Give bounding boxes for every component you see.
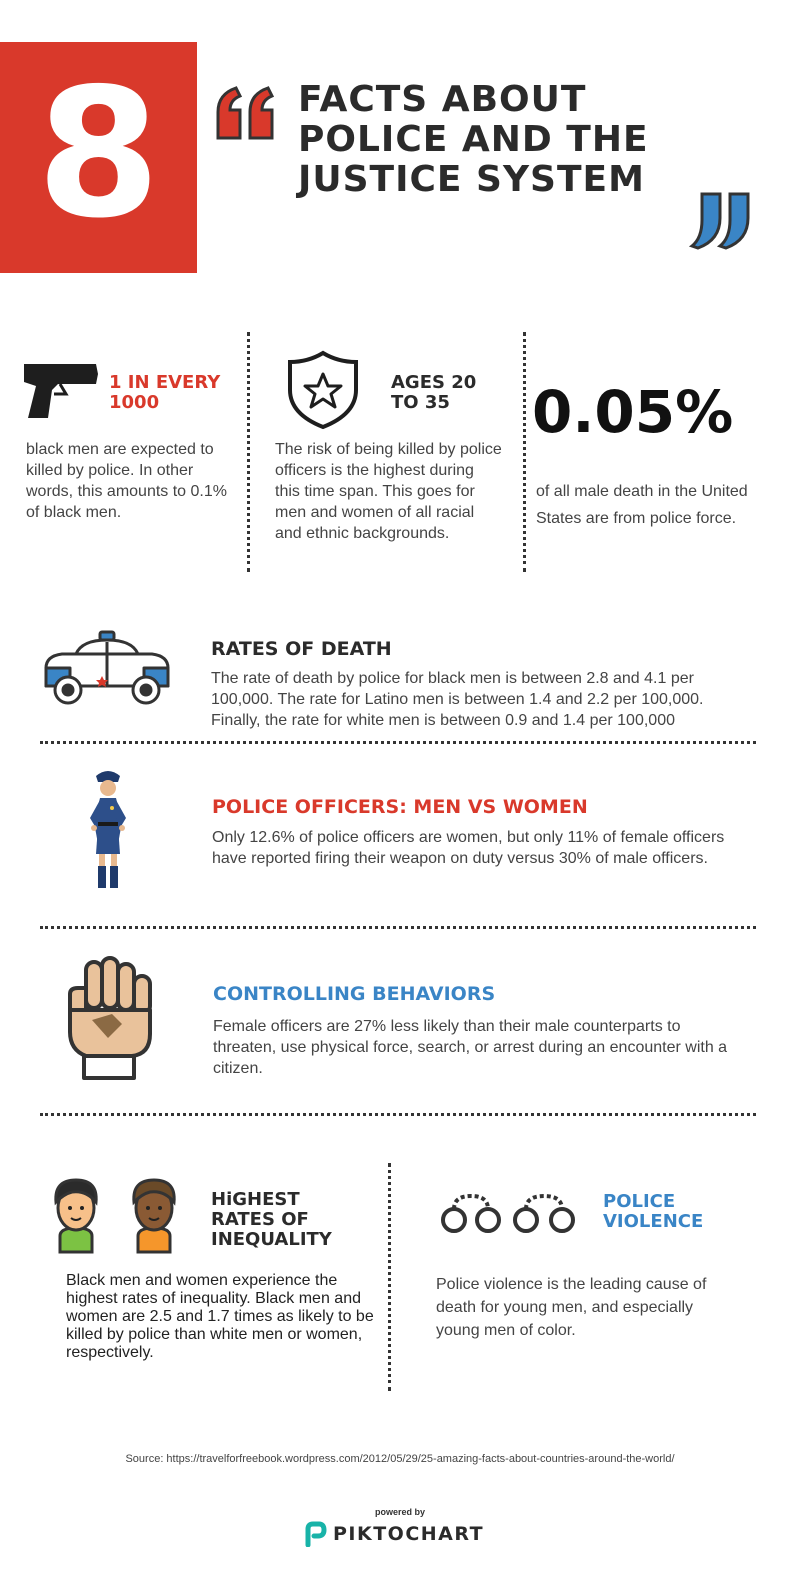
open-quote-icon — [214, 84, 280, 142]
two-men-icon — [42, 1176, 190, 1254]
inequality-title-line-2: RATES OF — [211, 1209, 309, 1230]
inequality-title-line-1: HiGHEST — [211, 1189, 300, 1210]
violence-title — [603, 1192, 703, 1232]
big-number: 8 — [36, 50, 161, 257]
column-divider-1 — [247, 332, 250, 572]
title-line-2: POLICE AND THE — [298, 119, 649, 160]
gun-icon — [22, 360, 100, 420]
section-divider-2 — [40, 926, 756, 929]
number-block — [0, 42, 197, 273]
violence-title-line-1: POLICE — [603, 1191, 676, 1212]
police-car-icon — [42, 628, 172, 712]
title-line-3: JUSTICE SYSTEM — [298, 159, 645, 200]
title-line-1: FACTS ABOUT — [298, 79, 587, 120]
inequality-text: Black men and women experience the highest rates of inequality. Black men and women are 2.5 and 1.7 times as likely to be killed by police than white men or women, respectively. — [66, 1272, 374, 1361]
raised-fist-icon — [62, 954, 156, 1082]
rates-text: The rate of death by police for black men is between 2.8 and 4.1 per 100,000. The rate for Latino men is between 1.4 and 2.2 per 100,000. Finally, the rate for white men is between 0.9 and 1.4 per 100,000 — [211, 670, 704, 729]
controlling-title: CONTROLLING BEHAVIORS — [213, 983, 496, 1005]
policewoman-icon — [78, 762, 138, 892]
rates-title: RATES OF DEATH — [211, 638, 392, 660]
column-divider-2 — [523, 332, 526, 572]
section-divider-1 — [40, 741, 756, 744]
officers-title: POLICE OFFICERS: MEN VS WOMEN — [212, 796, 588, 818]
inequality-title-line-3: INEQUALITY — [211, 1229, 332, 1250]
inequality-title — [211, 1190, 332, 1250]
page-title — [298, 80, 649, 200]
badge-star-icon — [286, 350, 360, 430]
gun-fact-headline — [109, 373, 220, 413]
officers-text: Only 12.6% of police officers are women, but only 11% of female officers have reported firing their weapon on duty versus 30% of male officers. — [212, 829, 725, 867]
gun-headline-line-2: 1000 — [109, 392, 160, 413]
piktochart-icon — [305, 1521, 327, 1547]
percent-value: 0.05% — [532, 378, 734, 446]
ages-fact-headline — [391, 373, 476, 413]
source-text: Source: https://travelforfreebook.wordpress.com/2012/05/29/25-amazing-facts-about-countries-around-the-world/ — [125, 1453, 675, 1465]
gun-headline-line-1: 1 IN EVERY — [109, 372, 221, 393]
percent-fact-text: of all male death in the United States are from police force. — [536, 483, 748, 527]
column-divider-3 — [388, 1163, 391, 1391]
piktochart-brand: PIKTOCHART — [333, 1523, 485, 1545]
ages-fact-text: The risk of being killed by police officers is the highest during this time span. This goes for men and women of all racial and ethnic backgrounds. — [275, 441, 502, 542]
violence-title-line-2: VIOLENCE — [603, 1211, 704, 1232]
powered-by-label: powered by — [374, 1507, 425, 1517]
section-divider-3 — [40, 1113, 756, 1116]
handcuffs-icon — [438, 1190, 580, 1236]
controlling-text: Female officers are 27% less likely than their male counterparts to threaten, use physical force, search, or arrest during an encounter with a citizen. — [213, 1018, 728, 1077]
gun-fact-text: black men are expected to killed by police. In other words, this amounts to 0.1% of black men. — [26, 441, 227, 521]
ages-headline-line-1: AGES 20 — [391, 372, 477, 393]
close-quote-icon — [688, 190, 754, 250]
ages-headline-line-2: TO 35 — [391, 392, 450, 413]
violence-text: Police violence is the leading cause of death for young men, and especially young men of color. — [436, 1276, 707, 1339]
